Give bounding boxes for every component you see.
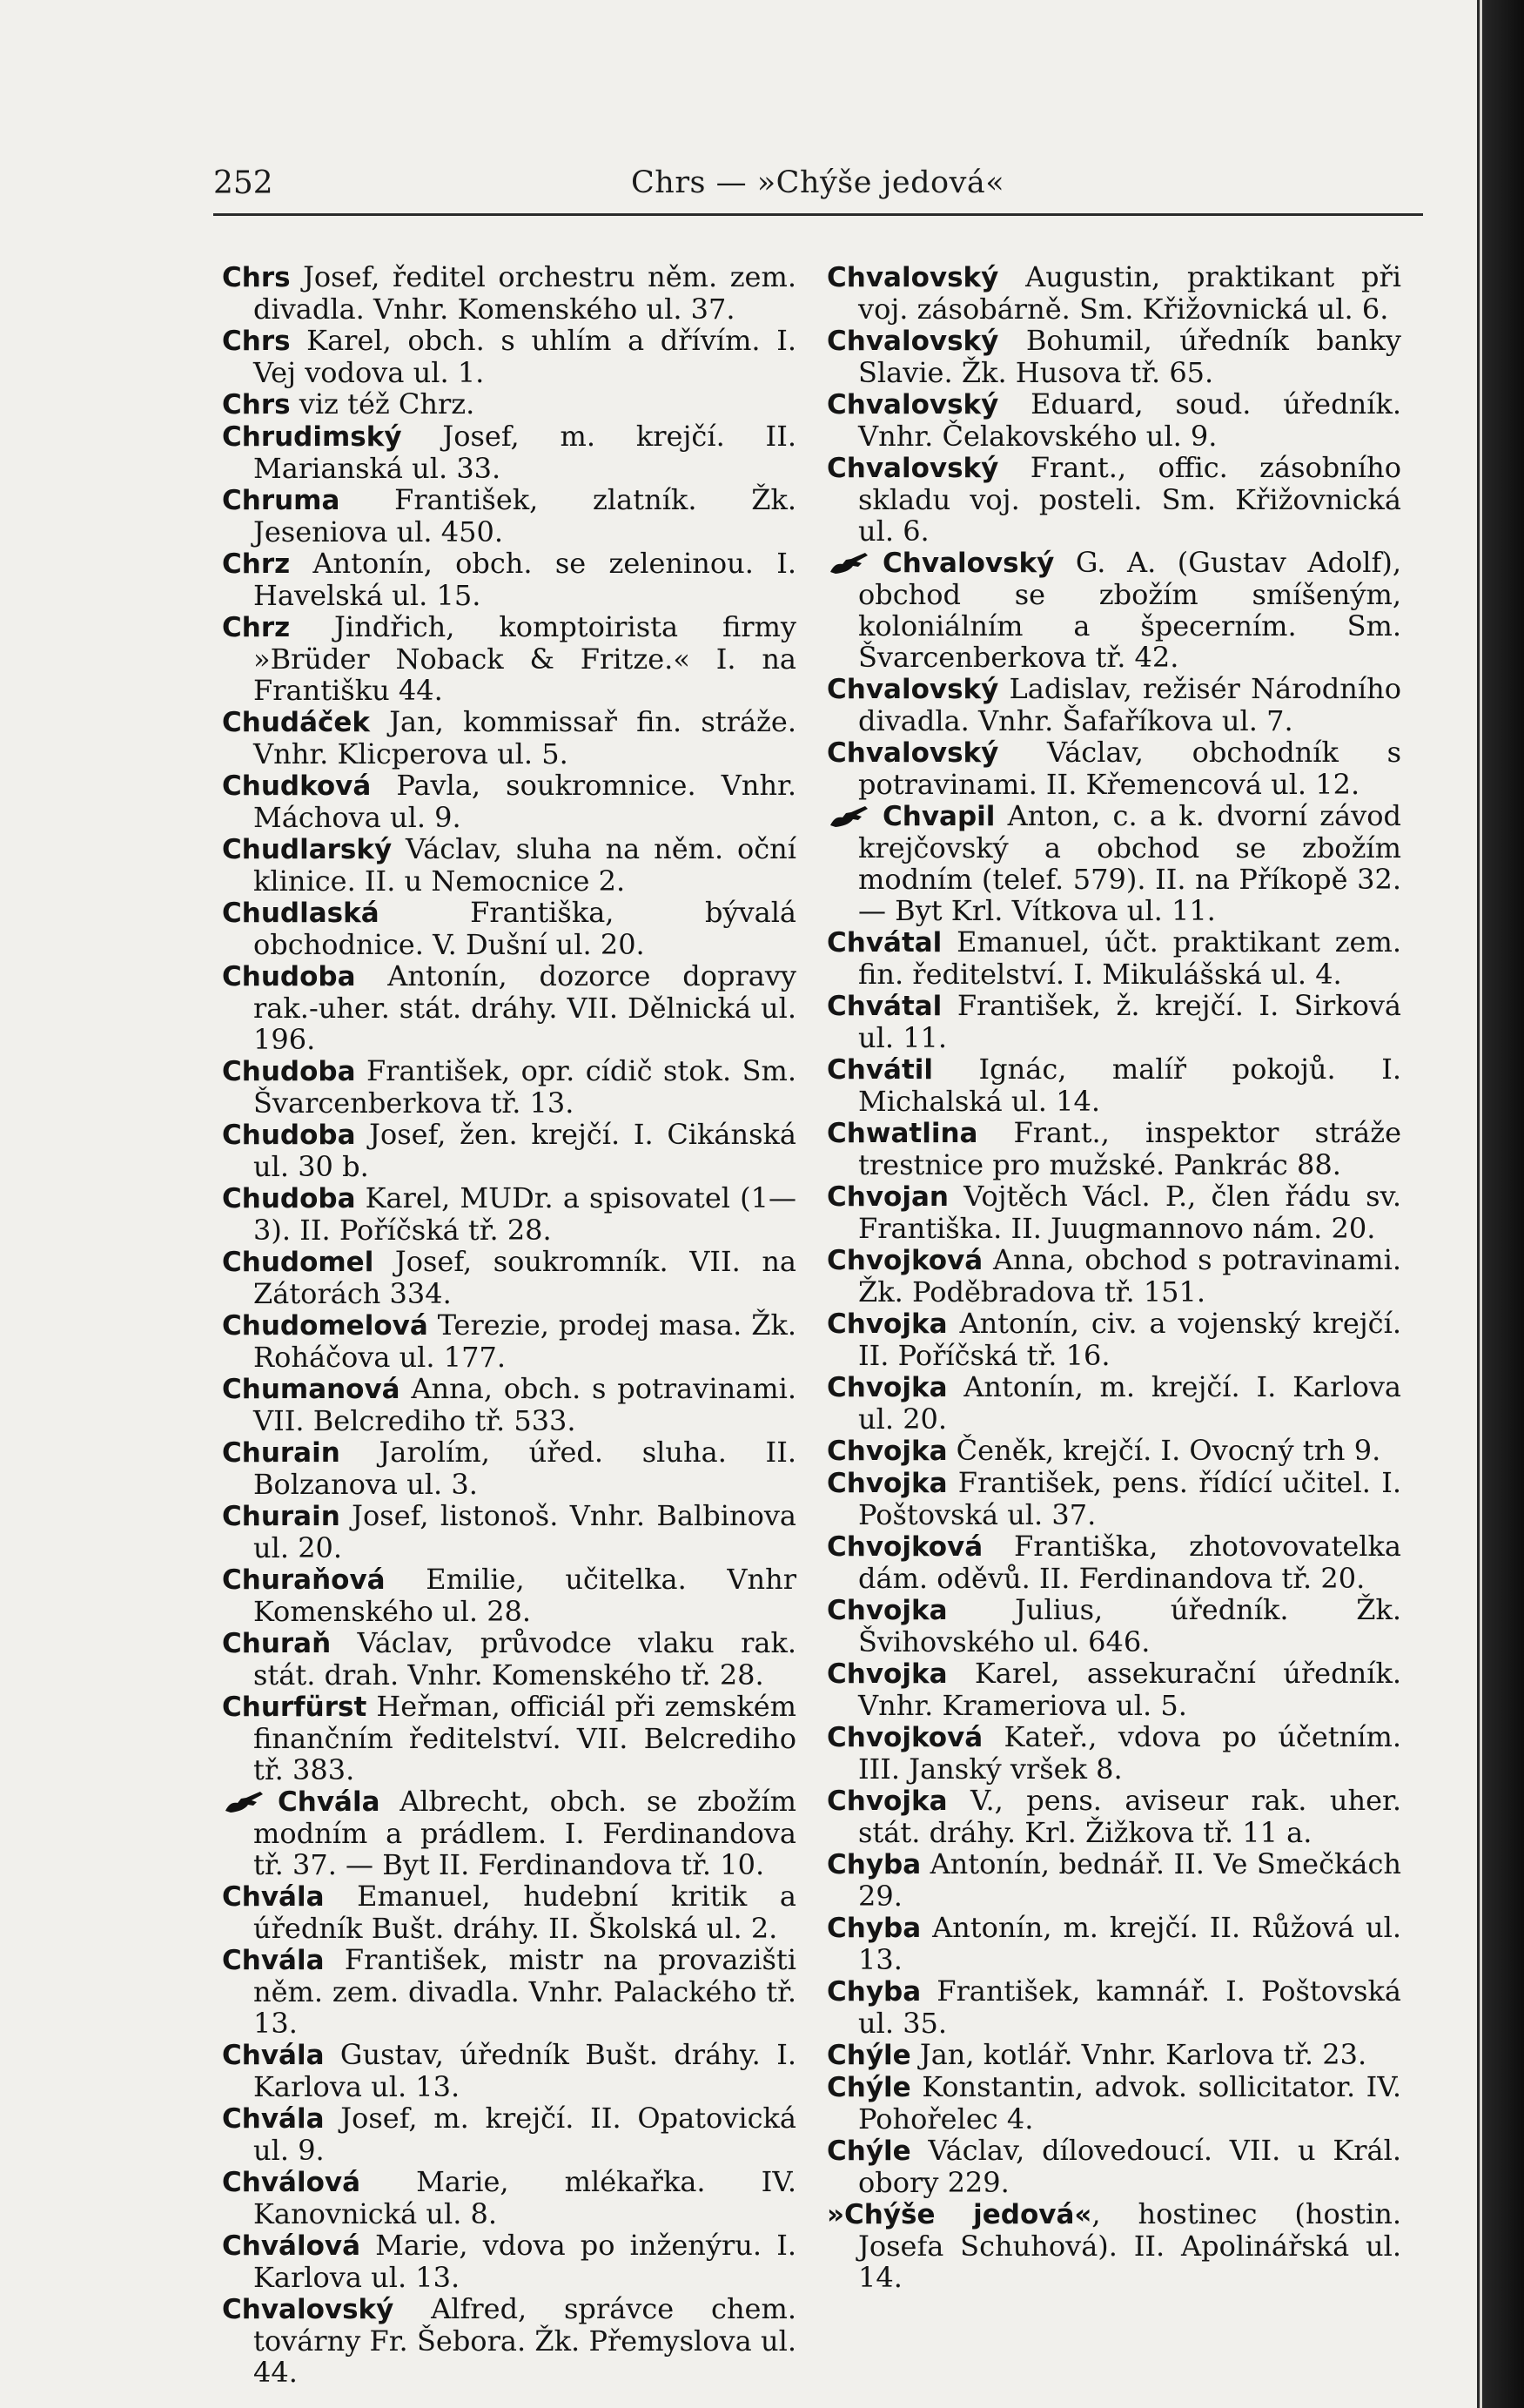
entry-details: František, kamnář. I. Poštovská ul. 35. [858,1974,1401,2040]
entry-name: Chrudimský [222,421,402,453]
entry-name: Chyba [827,1913,922,1944]
directory-entry [827,547,1401,673]
entry-details: G. A. (Gustav Adolf), obchod se zbožím smíšeným, koloniálním a špecerním. Sm. Švarcenberkova tř. 42. [858,546,1401,674]
entry-details: Karel, MUDr. a spisovatel (1—3). II. Poříčská tř. 28. [253,1181,796,1247]
entry-name: Chvojan [827,1181,949,1213]
entry-name: Chvojka [827,1372,948,1403]
entry-details: Antonín, bednář. II. Ve Smečkách 29. [858,1847,1401,1913]
page-edge-line [1480,0,1482,2408]
directory-entry [827,1467,1401,1530]
right-column [827,261,1401,2293]
entry-name: Chvála [278,1786,380,1818]
entry-details: Josef, žen. krejčí. I. Cikánská ul. 30 b. [253,1118,796,1183]
entry-name: Chrs [222,326,291,357]
entry-name: Chvojka [827,1786,948,1817]
entry-name: Chvála [222,1881,325,1913]
entry-name: Chvojka [827,1436,948,1467]
entry-name: Chvála [222,1945,325,1976]
entry-details: František, pens. řídící učitel. I. Poštovská ul. 37. [858,1466,1401,1531]
page-number: 252 [213,165,273,201]
directory-entry [222,1246,796,1309]
entry-details: Marie, mlékařka. IV. Kanovnická ul. 8. [253,2165,796,2230]
directory-entry [827,1180,1401,1244]
directory-entry [827,388,1401,452]
directory-entry [222,706,796,770]
entry-details: Čeněk, krejčí. I. Ovocný trh 9. [947,1434,1381,1467]
entry-details: viz též Chrz. [290,387,475,420]
entry-details: Jindřich, komptoirista firmy »Brüder Noback & Fritze.« I. na Františku 44. [253,610,796,707]
entry-details: Josef, listonoš. Vnhr. Balbinova ul. 20. [253,1499,796,1564]
directory-entry [222,1119,796,1182]
entry-details: Jan, kommissař fin. stráže. Vnhr. Klicperova ul. 5. [253,705,796,770]
entry-details: Marie, vdova po inženýru. I. Karlova ul. 13. [253,2229,796,2294]
directory-entry [222,1373,796,1436]
entry-details: Augustin, praktikant při voj. zásobárně. Sm. Křižovnická ul. 6. [858,260,1401,326]
entry-details: František, ž. krejčí. I. Sirková ul. 11. [858,989,1401,1054]
entry-name: Chudlaská [222,898,379,929]
entry-details: Josef, ředitel orchestru něm. zem. divadla. Vnhr. Komenského ul. 37. [253,260,796,326]
entry-name: Chvalovský [222,2294,394,2325]
entry-details: Františka, zhotovovatelka dám. oděvů. II. Ferdinandova tř. 20. [858,1530,1401,1595]
entry-name: Chudoba [222,1120,356,1151]
entry-name: Chvojková [827,1531,984,1563]
entry-name: Chvojka [827,1595,948,1626]
directory-entry [827,926,1401,990]
directory-entry [827,1975,1401,2039]
directory-entry [827,2198,1401,2293]
directory-entry [827,1435,1401,1467]
entry-details: Gustav, úředník Bušt. dráhy. I. Karlova ul. 13. [253,2038,796,2103]
entry-details: Františka, bývalá obchodnice. V. Dušní ul. 20. [253,896,796,961]
entry-details: Heřman, officiál při zemském finančním ředitelství. VII. Belcrediho tř. 383. [253,1690,796,1786]
entry-details: Karel, assekurační úředník. Vnhr. Krameriova ul. 5. [858,1657,1401,1722]
entry-name: Chyba [827,1849,922,1880]
entry-details: Albrecht, obch. se zbožím modním a prádlem. I. Ferdinandova tř. 37. — Byt II. Ferdinandova tř. 10. [253,1785,796,1881]
directory-entry [827,1658,1401,1721]
left-column [222,261,796,2388]
entry-name: Chvalovský [827,737,999,769]
entry-details: Emanuel, hudební kritik a úředník Bušt. dráhy. II. Školská ul. 2. [253,1880,796,1945]
entry-name: Chumanová [222,1374,400,1405]
directory-entry [827,1308,1401,1371]
pointing-hand-icon [222,1788,269,1814]
entry-details: František, zlatník. Žk. Jeseniova ul. 450. [253,483,796,548]
entry-details: Antonín, dozorce dopravy rak.-uher. stát. dráhy. VII. Dělnická ul. 196. [253,959,796,1056]
running-head: Chrs — »Chýše jedová« [631,165,1005,200]
directory-entry [827,1848,1401,1912]
directory-entry [222,1786,796,1880]
entry-name: Chvalovský [827,389,999,420]
entry-details: František, opr. cídič stok. Sm. Švarcenberkova tř. 13. [253,1054,796,1120]
entry-details: Jarolím, úřed. sluha. II. Bolzanova ul. 3. [253,1436,796,1501]
entry-details: , hostinec (hostin. Josefa Schuhová). II. Apolinářská ul. 14. [858,2197,1401,2294]
entry-details: Anna, obchod s potravinami. Žk. Poděbradova tř. 151. [858,1243,1401,1308]
entry-name: Churain [222,1437,340,1469]
entry-name: Chvalovský [883,548,1055,579]
entry-details: Ladislav, režisér Národního divadla. Vnhr. Šafaříkova ul. 7. [858,672,1401,737]
entry-details: Antonín, m. krejčí. II. Růžová ul. 13. [858,1911,1401,1976]
entry-name: Chudoba [222,1056,356,1087]
directory-entry [222,833,796,897]
directory-entry [222,2230,796,2293]
entry-name: Chudková [222,770,372,802]
directory-entry [827,2071,1401,2135]
entry-name: Chvalovský [827,674,999,705]
page-edge [1477,0,1524,2408]
directory-entry [222,1944,796,2039]
entry-name: Chudoba [222,961,356,992]
directory-entry [222,770,796,833]
entry-details: Václav, průvodce vlaku rak. stát. drah. Vnhr. Komenského tř. 28. [253,1626,796,1692]
entry-name: Chrs [222,389,291,420]
entry-name: Chýle [827,2040,911,2071]
directory-entry [827,1785,1401,1848]
entry-name: Chvalovský [827,262,999,293]
directory-entry [222,484,796,548]
entry-details: Terezie, prodej masa. Žk. Roháčova ul. 177. [253,1308,796,1374]
entry-details: Václav, sluha na něm. oční klinice. II. u Nemocnice 2. [253,832,796,898]
entry-details: Antonín, m. krejčí. I. Karlova ul. 20. [858,1370,1401,1436]
entry-name: Chýle [827,2072,911,2103]
directory-entry [222,2293,796,2388]
entry-name: Chvojka [827,1308,948,1340]
entry-details: Emanuel, účt. praktikant zem. fin. ředitelství. I. Mikulášská ul. 4. [858,925,1401,991]
entry-details: Ignác, malíř pokojů. I. Michalská ul. 14. [858,1053,1401,1118]
entry-details: Eduard, soud. úředník. Vnhr. Čelakovského ul. 9. [858,387,1401,453]
entry-name: Chvojka [827,1468,948,1499]
entry-name: Chyba [827,1976,922,2008]
entry-details: Vojtěch Václ. P., člen řádu sv. Františka. II. Juugmannovo nám. 20. [858,1180,1401,1245]
directory-entry [827,1244,1401,1308]
directory-entry [222,2039,796,2102]
entry-details: Alfred, správce chem. továrny Fr. Šebora. Žk. Přemyslova ul. 44. [253,2292,796,2389]
entry-details: Antonín, obch. se zeleninou. I. Havelská ul. 15. [253,547,796,612]
entry-name: Chvalovský [827,453,999,484]
directory-entry [222,2102,796,2166]
entry-name: Churfürst [222,1692,367,1723]
entry-details: Anton, c. a k. dvorní závod krejčovský a obchod se zbožím modním (telef. 579). II. na Příkopě 32. — Byt Krl. Vítkova ul. 11. [858,799,1401,927]
entry-details: V., pens. aviseur rak. uher. stát. dráhy. Krl. Žižkova tř. 11 a. [858,1784,1401,1849]
directory-entry [827,1117,1401,1180]
entry-name: »Chýše jedová« [827,2199,1092,2230]
directory-entry [827,1371,1401,1435]
directory-entry [827,1721,1401,1785]
directory-entry [222,261,796,325]
entry-details: Karel, obch. s uhlím a dřívím. I. Vej vodova ul. 1. [253,324,796,389]
directory-entry [827,1530,1401,1594]
directory-entry [222,1309,796,1373]
entry-details: Václav, obchodník s potravinami. II. Křemencová ul. 12. [858,736,1401,801]
directory-entry [222,420,796,484]
directory-entry [827,452,1401,547]
entry-name: Chvála [222,2040,325,2071]
directory-entry [827,990,1401,1053]
entry-details: Václav, dílovedoucí. VII. u Král. obory 229. [858,2134,1401,2199]
directory-entry [827,2135,1401,2198]
entry-name: Chvalovský [827,326,999,357]
entry-name: Chválová [222,2167,360,2198]
directory-entry [222,611,796,706]
directory-entry [222,1627,796,1691]
directory-entry [222,1436,796,1500]
entry-name: Chvapil [883,801,996,832]
entry-details: Josef, m. krejčí. II. Marianská ul. 33. [253,420,796,485]
directory-entry [827,1912,1401,1975]
directory-entry [827,800,1401,926]
directory-entry [222,960,796,1055]
entry-details: Josef, soukromník. VII. na Zátorách 334. [253,1245,796,1310]
entry-name: Churain [222,1501,340,1532]
entry-name: Chrz [222,548,291,580]
entry-details: Bohumil, úředník banky Slavie. Žk. Husova tř. 65. [858,324,1401,389]
entry-name: Chudomel [222,1247,374,1278]
pointing-hand-icon [827,803,874,829]
entry-name: Chudlarský [222,834,393,865]
directory-entry [827,1053,1401,1117]
entry-name: Churaňová [222,1564,386,1596]
entry-name: Churaň [222,1628,332,1659]
entry-name: Chvojková [827,1722,984,1753]
entry-details: František, mistr na provazišti něm. zem. divadla. Vnhr. Palackého tř. 13. [253,1943,796,2040]
entry-name: Chvátal [827,991,943,1022]
directory-entry [827,737,1401,800]
entry-name: Chvojková [827,1245,984,1276]
entry-details: Emilie, učitelka. Vnhr Komenského ul. 28. [253,1563,796,1628]
entry-details: Antonín, civ. a vojenský krejčí. II. Poříčská tř. 16. [858,1307,1401,1372]
directory-entry [222,548,796,611]
entry-name: Chruma [222,485,340,516]
directory-entry [222,1564,796,1627]
directory-entry [827,1594,1401,1658]
directory-entry [222,1880,796,1944]
entry-details: Frant., offic. zásobního skladu voj. posteli. Sm. Křižovnická ul. 6. [858,451,1401,548]
header-rule [213,213,1423,216]
directory-entry [222,2166,796,2230]
entry-name: Chvátal [827,927,943,958]
directory-entry [827,261,1401,325]
pointing-hand-icon [827,549,874,575]
directory-entry [827,673,1401,737]
entry-details: Jan, kotlář. Vnhr. Karlova tř. 23. [910,2038,1367,2071]
entry-details: Anna, obch. s potravinami. VII. Belcrediho tř. 533. [253,1372,796,1437]
entry-details: Pavla, soukromnice. Vnhr. Máchova ul. 9. [253,769,796,834]
entry-name: Chwatlina [827,1118,978,1149]
entry-name: Chudomelová [222,1310,428,1342]
entry-details: Konstantin, advok. sollicitator. IV. Pohořelec 4. [858,2070,1401,2136]
directory-entry [222,325,796,388]
directory-entry [222,1055,796,1119]
directory-entry [222,1182,796,1246]
page-header [213,165,1432,209]
directory-entry [222,897,796,960]
directory-entry [222,1500,796,1564]
entry-details: Frant., inspektor stráže trestnice pro mužské. Pankrác 88. [858,1116,1401,1181]
entry-name: Chudoba [222,1183,356,1214]
directory-entry [222,388,796,420]
entry-details: Kateř., vdova po účetním. III. Janský vršek 8. [858,1720,1401,1786]
entry-name: Chrs [222,262,291,293]
directory-entry [827,325,1401,388]
entry-name: Chrz [222,612,291,643]
entry-name: Chvála [222,2103,325,2135]
entry-details: Julius, úředník. Žk. Švihovského ul. 646. [858,1593,1401,1658]
entry-name: Chudáček [222,707,371,738]
entry-details: Josef, m. krejčí. II. Opatovická ul. 9. [253,2102,796,2167]
entry-name: Chválová [222,2230,360,2262]
entry-name: Chvojka [827,1658,948,1690]
directory-entry [222,1691,796,1786]
directory-entry [827,2039,1401,2071]
entry-name: Chýle [827,2136,911,2167]
entry-name: Chvátil [827,1054,934,1086]
